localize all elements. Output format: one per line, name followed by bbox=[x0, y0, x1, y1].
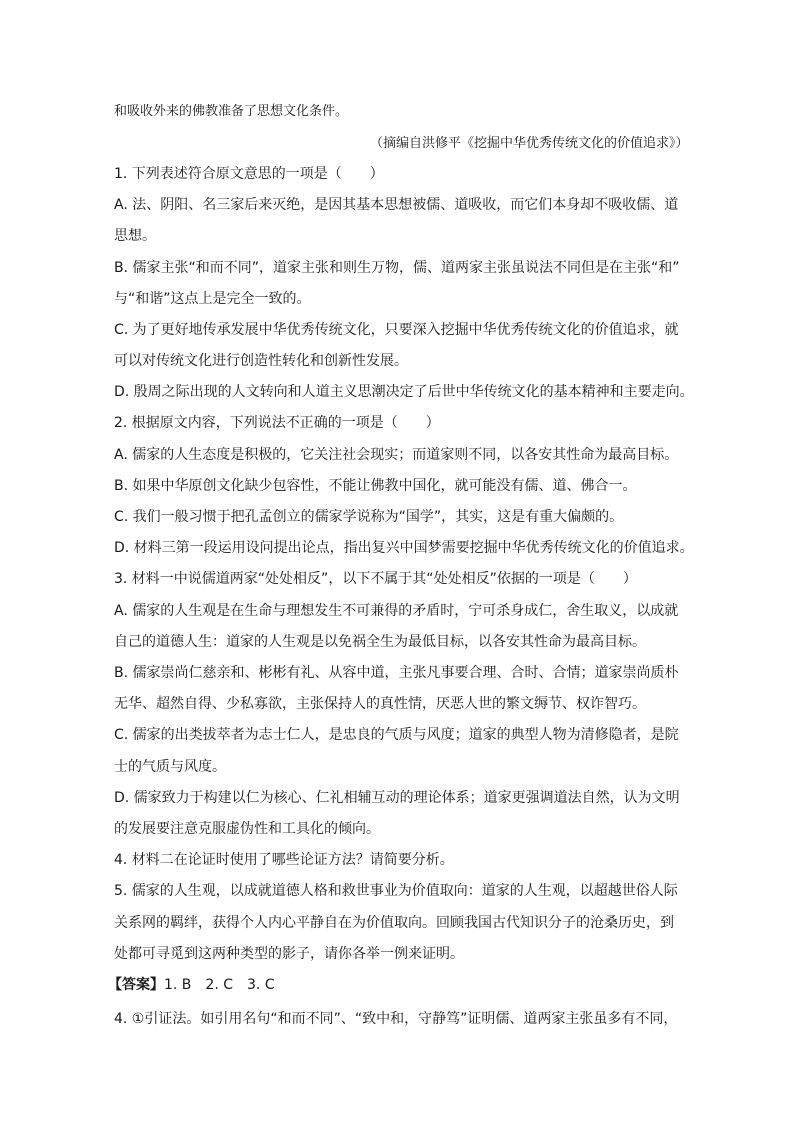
q3-stem: 3. 材料一中说儒道两家“处处相反”，以下不属于其“处处相反”依据的一项是（ ） bbox=[114, 571, 637, 587]
q3-option-c: C. 儒家的出类拔萃者为志士仁人，是忠良的气质与风度；道家的典型人物为清修隐者，是院 bbox=[114, 727, 679, 743]
q2-option-b: B. 如果中华原创文化缺少包容性，不能让佛教中国化，就可能没有儒、道、佛合一。 bbox=[114, 478, 637, 494]
q2-option-c: C. 我们一般习惯于把孔孟创立的儒家学说称为“国学”，其实，这是有重大偏颇的。 bbox=[114, 509, 624, 525]
q3-option-b: B. 儒家崇尚仁慈亲和、彬彬有礼、从容中道，主张凡事要合理、合时、合情；道家崇尚质朴 bbox=[114, 665, 679, 681]
q5-stem: 5. 儒家的人生观，以成就道德人格和救世事业为价值取向：道家的人生观，以超越世俗人际 bbox=[114, 883, 678, 899]
q3-option-d-cont: 的发展要注意克服虚伪性和工具化的倾向。 bbox=[114, 821, 380, 837]
q1-option-b: B. 儒家主张“和而不同”，道家主张和则生万物，儒、道两家主张虽说法不同但是在主张“和” bbox=[114, 260, 680, 276]
q2-stem: 2. 根据原文内容，下列说法不正确的一项是（ ） bbox=[114, 415, 440, 431]
answer-2: 2. C bbox=[205, 977, 234, 993]
answer-label: 【答案】 bbox=[108, 977, 164, 993]
source-citation: （摘编自洪修平《挖掘中华优秀传统文化的价值追求》） bbox=[370, 136, 689, 151]
q3-option-a-cont: 自己的道德人生：道家的人生观是以免祸全生为最低目标，以各安其性命为最高目标。 bbox=[114, 634, 646, 650]
q2-option-a: A. 儒家的人生态度是积极的，它关注社会现实；而道家则不同，以各安其性命为最高目标。 bbox=[114, 447, 679, 463]
q3-option-b-cont: 无华、超然自得、少私寡欲，主张保持人的真性情，厌恶人世的繁文缛节、权诈智巧。 bbox=[114, 696, 646, 712]
q5-stem-cont-2: 处都可寻觅到这两种类型的影子，请你各举一例来证明。 bbox=[114, 946, 464, 962]
q4-stem: 4. 材料二在论证时使用了哪些论证方法？请简要分析。 bbox=[114, 852, 454, 868]
answer-row bbox=[108, 975, 275, 995]
answer-4-line: 4. ①引证法。如引用名句“和而不同”、“致中和，守静笃”证明儒、道两家主张虽多有不同， bbox=[114, 1011, 678, 1027]
q1-option-a-cont: 思想。 bbox=[114, 228, 156, 244]
q1-stem: 1. 下列表述符合原文意思的一项是（ ） bbox=[114, 166, 384, 182]
q3-option-a: A. 儒家的人生观是在生命与理想发生不可兼得的矛盾时，宁可杀身成仁，舍生取义，以成就 bbox=[114, 603, 679, 619]
q3-option-d: D. 儒家致力于构建以仁为核心、仁礼相辅互动的理论体系；道家更强调道法自然，认为文明 bbox=[114, 790, 680, 806]
q2-option-d: D. 材料三第一段运用设问提出论点，指出复兴中国梦需要挖掘中华优秀传统文化的价值追求。 bbox=[114, 540, 694, 556]
q1-option-c: C. 为了更好地传承发展中华优秀传统文化，只要深入挖掘中华优秀传统文化的价值追求，就 bbox=[114, 322, 679, 338]
q1-option-b-cont: 与“和谐”这点上是完全一致的。 bbox=[114, 291, 311, 307]
q1-option-d: D. 殷周之际出现的人文转向和人道主义思潮决定了后世中华传统文化的基本精神和主要走向。 bbox=[114, 384, 694, 400]
q1-option-a: A. 法、阴阳、名三家后来灭绝，是因其基本思想被儒、道吸收，而它们本身却不吸收儒、道 bbox=[114, 197, 679, 213]
q3-option-c-cont: 士的气质与风度。 bbox=[114, 759, 226, 775]
q5-stem-cont: 关系网的羁绊，获得个人内心平静自在为价值取向。回顾我国古代知识分子的沧桑历史，到 bbox=[114, 915, 674, 931]
answer-1: 1. B bbox=[164, 977, 192, 993]
answer-3: 3. C bbox=[247, 977, 275, 993]
intro-line: 和吸收外来的佛教准备了思想文化条件。 bbox=[114, 104, 349, 119]
q1-option-c-cont: 可以对传统文化进行创造性转化和创新性发展。 bbox=[114, 353, 408, 369]
